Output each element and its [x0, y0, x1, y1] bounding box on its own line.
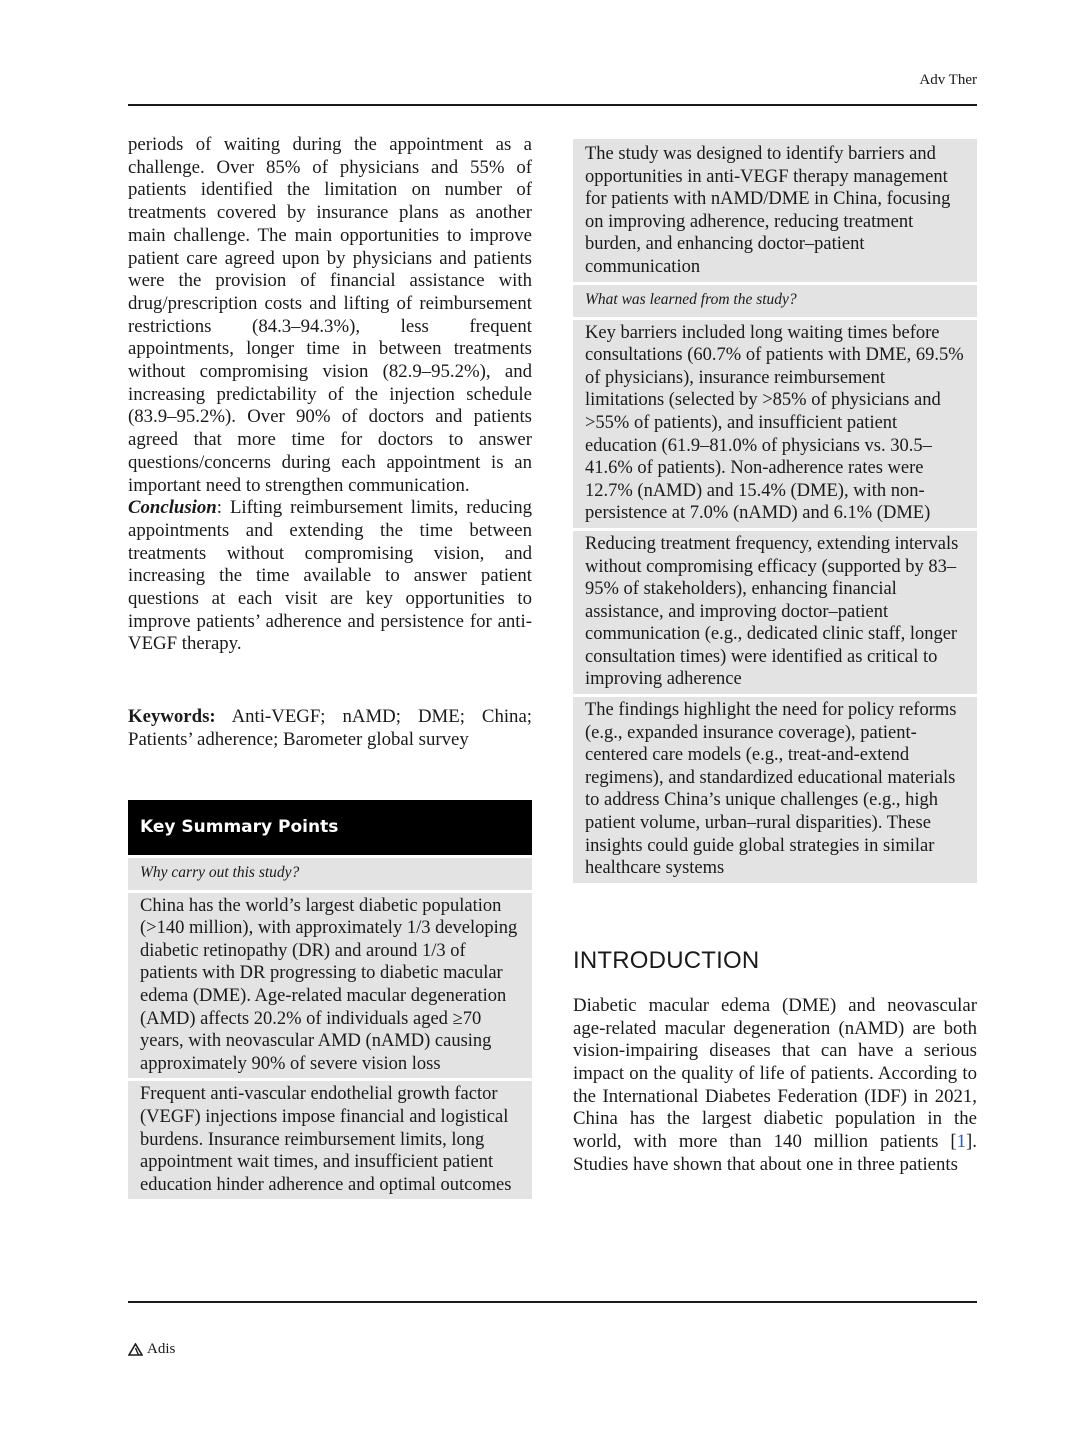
- running-header-journal: Adv Ther: [919, 72, 977, 88]
- keywords-text: Anti-VEGF; nAMD; DME; China; Patients’ adherence; Barometer global survey: [128, 706, 532, 750]
- left-column: [128, 134, 532, 1199]
- learned-item-3: The findings highlight the need for policy reforms (e.g., expanded insurance coverage), patient-centered care models (e.g., treat-and-extend regimens), and standardized educational materials to address China’s unique challenges (e.g., high patient volume, urban–rural disparities). These insights could guide global strategies in similar healthcare systems: [573, 697, 977, 883]
- header-rule: [128, 104, 977, 106]
- conclusion-label: Conclusion: [128, 497, 217, 519]
- key-summary-points-box: [128, 800, 532, 1200]
- abstract-conclusion: [128, 497, 532, 656]
- publisher-logo: [128, 1341, 175, 1358]
- abstract-results-text: periods of waiting during the appointment as a challenge. Over 85% of physicians and 55% of patients identified the limitation on number of treatments covered by insurance plans as another main challenge. The main opportunities to improve patient care agreed upon by physicians and patients were the provision of financial assistance with drug/prescription costs and lifting of reimbursement restrictions (84.3–94.3%), less frequent appointments, longer time in between treatments without compromising vision (82.9–95.2%), and increasing predictability of the injection schedule (83.9–95.2%). Over 90% of doctors and patients agreed that more time for doctors to answer questions/concerns during each appointment is an important need to strengthen communication.: [128, 134, 532, 496]
- why-item-1: China has the world’s largest diabetic population (>140 million), with approximately 1/3 developing diabetic retinopathy (DR) and around 1/3 of patients with DR progressing to diabetic macular edema (DME). Age-related macular degeneration (AMD) affects 20.2% of individuals aged ≥70 years, with neovascular AMD (nAMD) causing approximately 90% of severe vision loss: [128, 893, 532, 1079]
- learned-item-2: Reducing treatment frequency, extending intervals without compromising efficacy (supported by 83–95% of stakeholders), enhancing financial assistance, and improving doctor–patient communication (e.g., dedicated clinic staff, longer consultation times) were identified as critical to improving adherence: [573, 531, 977, 694]
- learned-item-1: Key barriers included long waiting times before consultations (60.7% of patients with DME, 69.5% of physicians), insurance reimbursement limitations (selected by >85% of physicians and >55% of patients), and insufficient patient education (61.9–81.0% of physicians vs. 30.5–41.6% of patients). Non-adherence rates were 12.7% (nAMD) and 15.4% (DME), with non-persistence at 7.0% (nAMD) and 6.1% (DME): [573, 320, 977, 528]
- citation-link[interactable]: 1: [956, 1131, 967, 1153]
- intro-text-part-1: Diabetic macular edema (DME) and neovascular age-related macular degeneration (nAMD) are both vision-impairing diseases that can have a serious impact on the quality of life of patients. According to the International Diabetes Federation (IDF) in 2021, China has the largest diabetic population in the world, with more than 140 million patients [: [573, 994, 977, 1153]
- footer-rule: [128, 1301, 977, 1303]
- introduction-text: [573, 995, 977, 1177]
- conclusion-text: : Lifting reimbursement limits, reducing appointments and extending the time between treatments without compromising vision, and increasing the time available to answer patient questions at each visit are key opportunities to improve patients’ adherence and persistence for anti-VEGF therapy.: [128, 497, 532, 655]
- introduction-heading: INTRODUCTION: [573, 946, 760, 974]
- why-item-3: The study was designed to identify barriers and opportunities in anti-VEGF therapy management for patients with nAMD/DME in China, focusing on improving adherence, reducing treatment burden, and enhancing doctor–patient communication: [573, 139, 977, 282]
- key-summary-points-title: Key Summary Points: [128, 800, 532, 855]
- right-column: [573, 139, 977, 1195]
- intro-text-part-2: ]. Studies have shown that about one in three patients: [573, 1131, 977, 1175]
- adis-triangle-icon: [128, 1343, 143, 1356]
- keywords: [128, 706, 532, 751]
- publisher-name: Adis: [147, 1341, 176, 1357]
- why-item-2: Frequent anti-vascular endothelial growth factor (VEGF) injections impose financial and logistical burdens. Insurance reimbursement limits, long appointment wait times, and insufficient patient education hinder adherence and optimal outcomes: [128, 1081, 532, 1199]
- key-summary-points-continued: [573, 139, 977, 883]
- why-study-label: Why carry out this study?: [128, 858, 532, 890]
- learned-label: What was learned from the study?: [573, 285, 977, 317]
- keywords-label: Keywords:: [128, 706, 216, 728]
